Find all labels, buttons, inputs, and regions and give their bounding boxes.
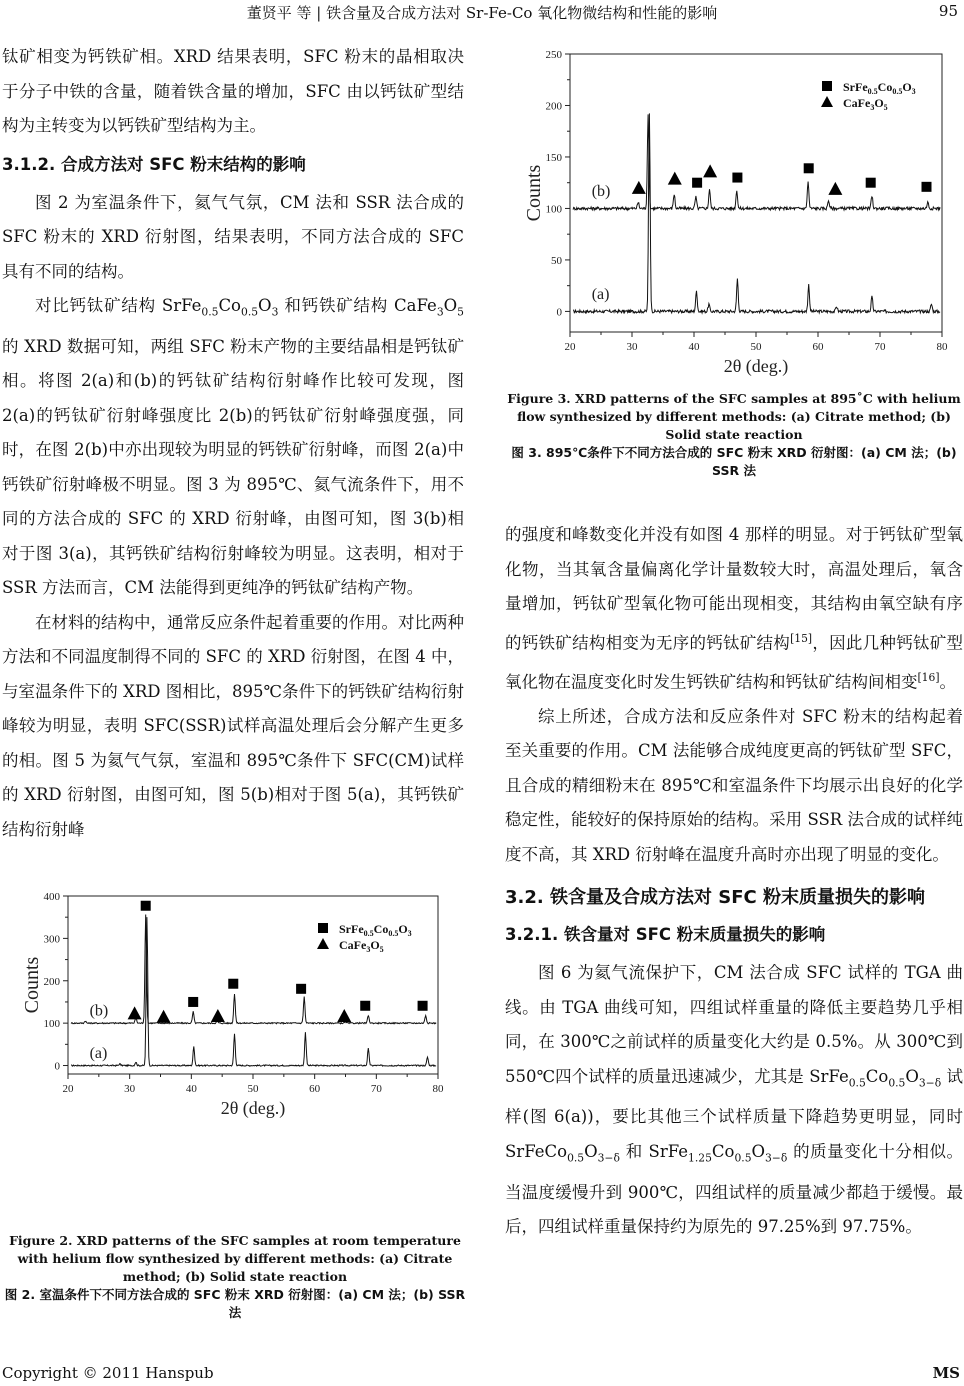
triangle-marker	[337, 1009, 351, 1022]
header-title: 董贤平 等 | 铁含量及合成方法对 Sr-Fe-Co 氧化物微结构和性能的影响	[246, 4, 718, 22]
series-line-a	[573, 113, 940, 313]
x-tick-label: 80	[936, 341, 948, 353]
triangle-marker	[211, 1009, 225, 1022]
square-marker	[866, 178, 876, 188]
left-column	[2, 40, 464, 847]
paragraph: 在材料的结构中，通常反应条件起着重要的作用。对比两种方法和不同温度制得不同的 SFC 的 XRD 衍射图，在图 4 中，与室温条件下的 XRD 图相比，895℃条件下的钙铁矿结构衍射峰较为明显，表明 SFC(SSR)试样高温处理后会分解产生更多的相。图 5 为氦气气氛，室温和 895℃条件下 SFC(CM)试样的 XRD 衍射图，由图可知，图 5(b)相对于图 5(a)，其钙铁矿结构衍射峰	[2, 612, 464, 839]
series-label: (b)	[89, 1002, 109, 1020]
figure-2-caption	[0, 1232, 470, 1322]
square-marker	[692, 178, 702, 188]
page-number: 95	[938, 2, 958, 20]
y-axis-label: Counts	[523, 164, 545, 222]
figure-2-chart	[10, 880, 460, 1130]
x-axis-label: 2θ (deg.)	[723, 356, 789, 376]
x-tick-label: 30	[626, 341, 638, 353]
paragraph: 图 6 为氦气流保护下，CM 法合成 SFC 试样的 TGA 曲线。由 TGA 曲线可知，四组试样重量的降低主要趋势几乎相同，在 300℃之前试样的质量变化大约是 0.5%。从 300℃到 550℃四个试样的质量迅速减少，尤其是 $SrFe_{0.5}Co_{0.5}O_{3-\delta}$ 试样(图 6(a))，要比其他三个试样质量下降趋势更明显，同时 $SrFeCo_{0.5}O_{3-\delta}$ 和 $SrFe_{1.25}Co_{0.5}O_{3-\delta}$ 的质量变化十分相似。当温度缓慢升到 900℃，四组试样的质量减少都趋于缓慢。最后，四组试样重量保持约为原先的 97.25%到 97.75%。	[505, 963, 964, 1237]
section-heading-3-1-2: 3.1.2. 合成方法对 SFC 粉末结构的影响	[2, 154, 306, 174]
running-header	[0, 0, 964, 24]
x-tick-label: 30	[124, 1083, 136, 1095]
figure-2-caption-en: Figure 2. XRD patterns of the SFC samples at room temperature with helium flow synthesized by different methods: (a) Citrate method; (b) Solid state reaction	[9, 1233, 461, 1284]
legend-square-icon	[318, 923, 328, 933]
x-axis-label: 2θ (deg.)	[220, 1098, 286, 1118]
footer-copyright: Copyright © 2011 Hanspub	[2, 1364, 214, 1382]
y-tick-label: 400	[43, 891, 60, 903]
triangle-marker	[828, 182, 842, 195]
x-tick-label: 60	[309, 1083, 321, 1095]
legend-label: $CaFe_3O_5$	[843, 96, 888, 112]
legend-square-icon	[822, 81, 832, 91]
triangle-marker	[703, 164, 717, 177]
square-marker	[922, 182, 932, 192]
paragraph: 的强度和峰数变化并没有如图 4 那样的明显。对于钙钛矿型氧化物，当其氧含量偏离化学计量数较大时，高温处理后，氧含量增加，钙钛矿型氧化物可能出现相变，其结构由氧空缺有序的钙铁矿结构相变为无序的钙钛矿结构[15]，因此几种钙钛矿型氧化物在温度变化时发生钙铁矿结构和钙钛矿结构间相变[16]。	[505, 525, 964, 691]
triangle-marker	[632, 181, 646, 194]
x-tick-label: 60	[812, 341, 824, 353]
y-tick-label: 150	[545, 151, 562, 164]
x-tick-label: 50	[750, 341, 762, 353]
square-marker	[228, 979, 238, 989]
paragraph: 钛矿相变为钙铁矿相。XRD 结果表明，SFC 粉末的晶相取决于分子中铁的含量，随着铁含量的增加，SFC 由以钙钛矿型结构为主转变为以钙铁矿型结构为主。	[2, 47, 464, 135]
series-label: (a)	[591, 286, 610, 304]
series-line-a	[71, 917, 436, 1066]
x-tick-label: 40	[688, 341, 700, 353]
figure-2	[10, 880, 460, 1130]
footer-journal: MS	[932, 1364, 960, 1382]
figure-3	[510, 42, 960, 377]
triangle-marker	[668, 172, 682, 185]
section-heading-3-2: 3.2. 铁含量及合成方法对 SFC 粉末质量损失的影响	[505, 887, 925, 908]
square-marker	[296, 984, 306, 994]
citation[interactable]: [15]	[790, 631, 813, 645]
series-label: (a)	[89, 1044, 108, 1062]
square-marker	[188, 997, 198, 1007]
paragraph: 对比钙钛矿结构 $SrFe_{0.5}Co_{0.5}O_3$ 和钙铁矿结构 $CaFe_3O_5$ 的 XRD 数据可知，两组 SFC 粉末产物的主要结晶相是钙钛矿相。将图 2(a)和(b)的钙钛矿结构衍射峰作比较可发现，图 2(a)的钙钛矿衍射峰强度比 2(b)的钙钛矿衍射峰强度强，同时，在图 2(b)中亦出现较为明显的钙铁矿衍射峰，而图 2(a)中钙铁矿衍射峰极不明显。图 3 为 895℃、氦气流条件下，用不同的方法合成的 SFC 的 XRD 衍射峰，由图可知，图 3(b)相对于图 3(a)，其钙铁矿结构衍射峰较为明显。这表明，相对于 SSR 方法而言，CM 法能得到更纯净的钙钛矿结构产物。	[2, 296, 464, 598]
x-tick-label: 20	[564, 341, 576, 353]
series-line-b	[573, 114, 940, 210]
square-marker	[732, 173, 742, 183]
legend-triangle-icon	[821, 96, 833, 107]
y-tick-label: 0	[54, 1060, 60, 1073]
square-marker	[141, 901, 151, 911]
triangle-marker	[157, 1010, 171, 1023]
y-tick-label: 100	[545, 203, 562, 216]
section-heading-3-2-1: 3.2.1. 铁含量对 SFC 粉末质量损失的影响	[505, 925, 826, 944]
y-axis-label: Counts	[21, 956, 43, 1014]
series-label: (b)	[591, 183, 611, 201]
legend-label: $CaFe_3O_5$	[339, 938, 384, 954]
plot-frame	[570, 54, 942, 332]
y-tick-label: 200	[43, 975, 60, 988]
legend-label: $SrFe_{0.5}Co_{0.5}O_3$	[339, 922, 412, 938]
y-tick-label: 200	[545, 100, 562, 113]
x-tick-label: 70	[370, 1083, 382, 1095]
x-tick-label: 50	[247, 1083, 259, 1095]
citation[interactable]: [16]	[917, 670, 940, 684]
legend-label: $SrFe_{0.5}Co_{0.5}O_3$	[843, 80, 916, 96]
figure-3-chart	[510, 42, 960, 377]
x-tick-label: 70	[874, 341, 886, 353]
figure-2-caption-cn: 图 2. 室温条件下不同方法合成的 SFC 粉末 XRD 衍射图：(a) CM 法；(b) SSR 法	[4, 1287, 466, 1320]
figure-3-caption	[505, 390, 963, 480]
figure-3-caption-cn: 图 3. 895℃条件下不同方法合成的 SFC 粉末 XRD 衍射图：(a) CM 法；(b) SSR 法	[511, 445, 957, 478]
x-tick-label: 80	[432, 1083, 444, 1095]
figure-3-caption-en: Figure 3. XRD patterns of the SFC samples at 895˚C with helium flow synthesized by different methods: (a) Citrate method; (b) Solid state reaction	[507, 391, 961, 442]
x-tick-label: 20	[62, 1083, 74, 1095]
paragraph: 综上所述，合成方法和反应条件对 SFC 粉末的结构起着至关重要的作用。CM 法能够合成纯度更高的钙钛矿型 SFC，且合成的精细粉末在 895℃和室温条件下均展示出良好的化学稳定性，能较好的保持原始的结构。采用 SSR 法合成的试样纯度不高，其 XRD 衍射峰在温度升高时亦出现了明显的变化。	[505, 706, 963, 864]
y-tick-label: 50	[551, 254, 562, 267]
paragraph: 图 2 为室温条件下，氦气气氛，CM 法和 SSR 法合成的 SFC 粉末的 XRD 衍射图，结果表明，不同方法合成的 SFC 具有不同的结构。	[2, 192, 464, 281]
y-tick-label: 100	[43, 1018, 60, 1031]
y-tick-label: 250	[545, 49, 562, 61]
square-marker	[360, 1001, 370, 1011]
x-tick-label: 40	[185, 1083, 197, 1095]
square-marker	[804, 163, 814, 173]
right-column	[505, 518, 963, 1245]
triangle-marker	[128, 1006, 142, 1019]
square-marker	[418, 1001, 428, 1011]
y-tick-label: 0	[556, 306, 562, 319]
legend-triangle-icon	[317, 938, 329, 949]
y-tick-label: 300	[43, 933, 60, 946]
